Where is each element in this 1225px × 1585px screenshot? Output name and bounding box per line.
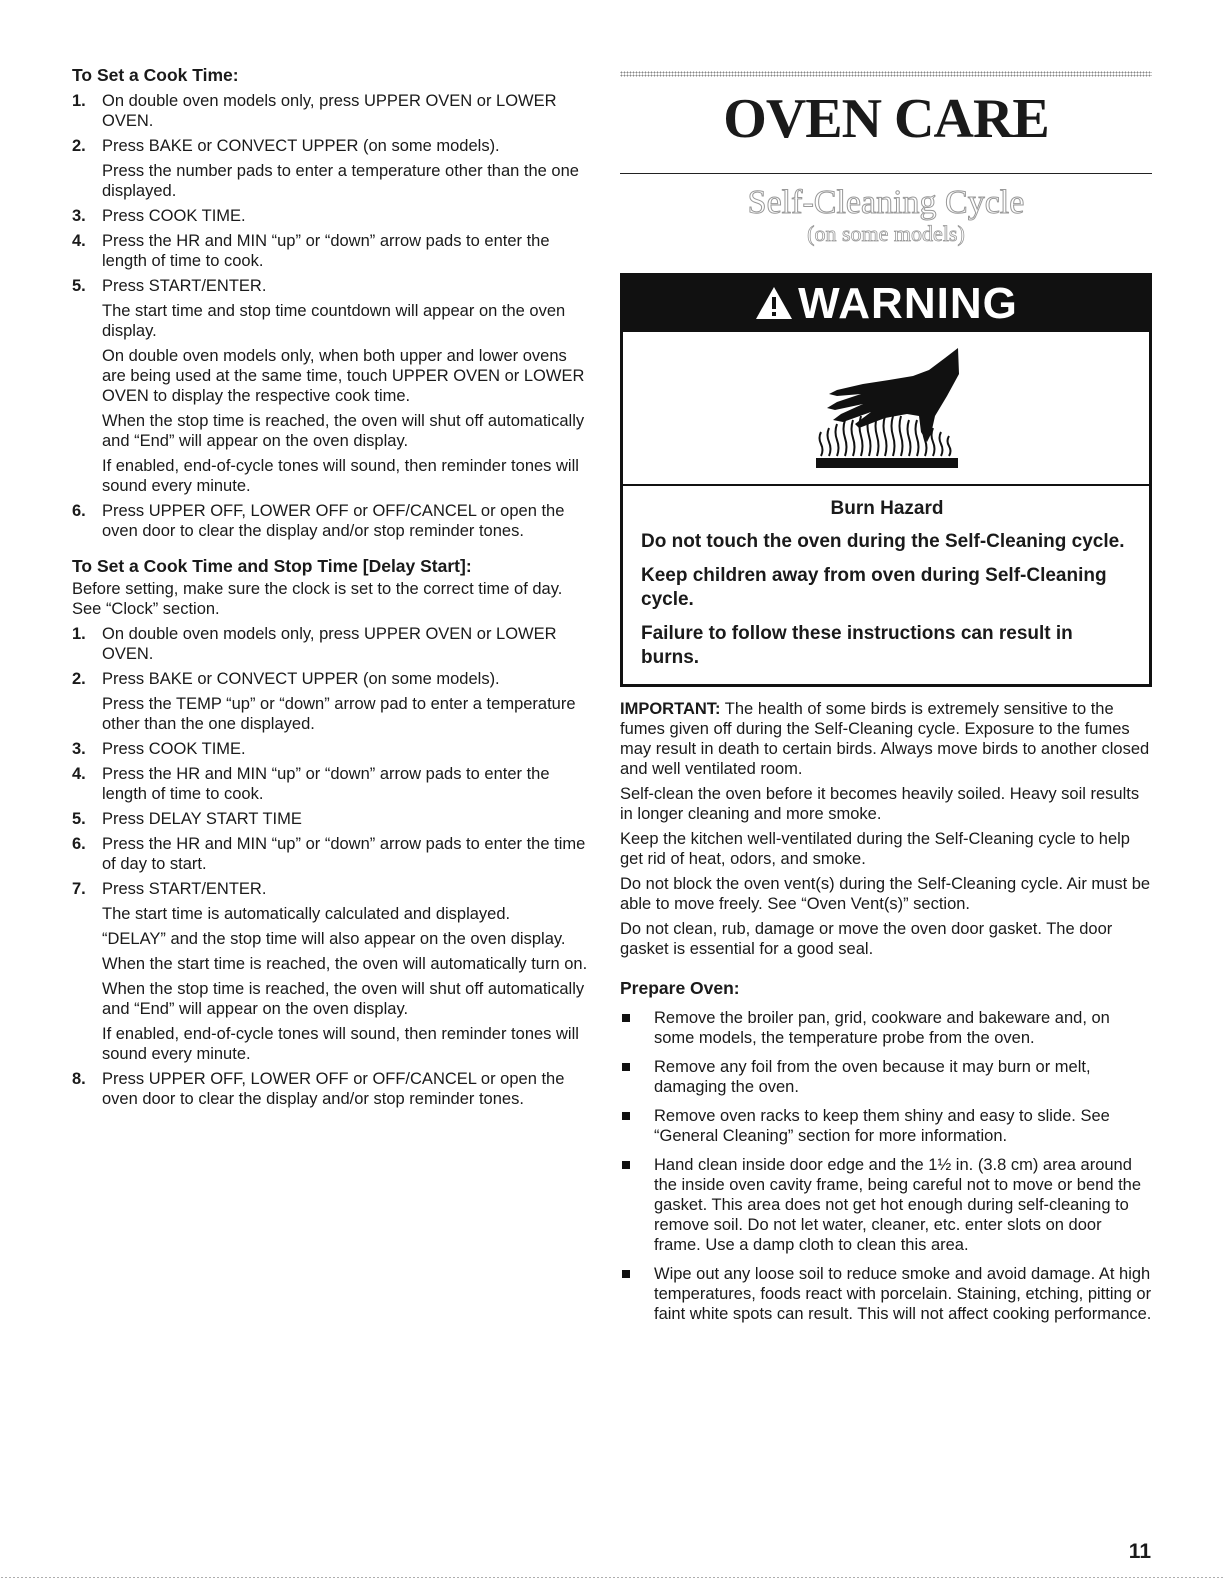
- important-text: The health of some birds is extremely sensitive to the fumes given off during the Self-Cleaning cycle. Exposure to the fumes may result in death to certain birds. Always move birds to another closed and well ventilated room.: [620, 700, 1150, 778]
- step-text: Press UPPER OFF, LOWER OFF or OFF/CANCEL or open the oven door to clear the display and/or stop reminder tones.: [102, 502, 565, 540]
- step-item: [72, 879, 592, 899]
- list-item: [620, 1106, 1152, 1146]
- step-item: [72, 624, 592, 664]
- prepare-oven-list: [620, 1008, 1152, 1324]
- step-text: Press UPPER OFF, LOWER OFF or OFF/CANCEL or open the oven door to clear the display and/or stop reminder tones.: [102, 1070, 565, 1108]
- step-item: [72, 764, 592, 804]
- body-paragraph: Self-clean the oven before it becomes heavily soiled. Heavy soil results in longer cleaning and more smoke.: [620, 785, 1140, 823]
- step-item: [72, 231, 592, 271]
- list-item: [620, 1008, 1152, 1048]
- step-number: 1.: [72, 92, 86, 110]
- step-text: Press BAKE or CONVECT UPPER (on some models).: [102, 670, 500, 688]
- step-note: When the start time is reached, the oven will automatically turn on.: [102, 955, 588, 973]
- warning-header-text: WARNING: [798, 279, 1018, 328]
- delay-start-heading: To Set a Cook Time and Stop Time [Delay Start]:: [72, 556, 472, 576]
- step-item: [72, 136, 592, 156]
- list-item: [620, 1264, 1152, 1324]
- warning-box: [620, 273, 1152, 687]
- step-item: [72, 206, 592, 226]
- warning-line: Failure to follow these instructions can result in burns.: [641, 623, 1073, 668]
- page-number: 11: [1128, 1540, 1151, 1563]
- step-text: Press the HR and MIN “up” or “down” arrow pads to enter the length of time to cook.: [102, 232, 550, 270]
- step-item: [72, 739, 592, 759]
- body-paragraph: Do not clean, rub, damage or move the oven door gasket. The door gasket is essential for a good seal.: [620, 920, 1113, 958]
- step-note: Press the number pads to enter a temperature other than the one displayed.: [102, 162, 579, 200]
- list-item-text: Remove any foil from the oven because it may burn or melt, damaging the oven.: [654, 1058, 1091, 1096]
- burn-hazard-illustration: [623, 332, 1149, 486]
- warning-header: [623, 276, 1149, 332]
- step-number: 1.: [72, 625, 86, 643]
- body-paragraph: Do not block the oven vent(s) during the Self-Cleaning cycle. Air must be able to move freely. See “Oven Vent(s)” section.: [620, 875, 1151, 913]
- step-item: [72, 1069, 592, 1109]
- right-column: [620, 64, 1152, 1324]
- warning-triangle-icon: [754, 285, 794, 321]
- step-number: 6.: [72, 835, 86, 853]
- step-number: 4.: [72, 765, 86, 783]
- step-text: On double oven models only, press UPPER OVEN or LOWER OVEN.: [102, 625, 557, 663]
- hot-surface-hand-icon: [623, 332, 1155, 484]
- step-text: Press COOK TIME.: [102, 740, 246, 758]
- step-text: Press START/ENTER.: [102, 880, 267, 898]
- bullet-icon: [622, 1112, 630, 1120]
- delay-start-intro: Before setting, make sure the clock is set to the correct time of day. See “Clock” section.: [72, 580, 563, 618]
- step-text: Press START/ENTER.: [102, 277, 267, 295]
- page-title: OVEN CARE: [723, 88, 1049, 150]
- bottom-dotted-rule: [0, 1576, 1225, 1579]
- list-item-text: Remove oven racks to keep them shiny and easy to slide. See “General Cleaning” section for more information.: [654, 1107, 1110, 1145]
- list-item-text: Hand clean inside door edge and the 1½ in. (3.8 cm) area around the inside oven cavity frame, being careful not to move or bend the gasket. This area does not get hot enough during self-cleaning to remove soil. Do not let water, cleaner, etc. enter slots on door frame. Use a damp cloth to clean this area.: [654, 1156, 1142, 1254]
- left-column: [72, 64, 592, 1109]
- step-note: The start time and stop time countdown will appear on the oven display.: [102, 302, 566, 340]
- important-label: IMPORTANT:: [620, 700, 721, 718]
- step-item: [72, 91, 592, 131]
- warning-line: Do not touch the oven during the Self-Cleaning cycle.: [641, 531, 1125, 552]
- bullet-icon: [622, 1063, 630, 1071]
- title-rule: [620, 173, 1152, 174]
- step-note: “DELAY” and the stop time will also appear on the oven display.: [102, 930, 566, 948]
- bullet-icon: [622, 1014, 630, 1022]
- bullet-icon: [622, 1270, 630, 1278]
- step-text: Press DELAY START TIME: [102, 810, 302, 828]
- step-item: [72, 501, 592, 541]
- step-number: 7.: [72, 880, 86, 898]
- step-text: Press BAKE or CONVECT UPPER (on some models).: [102, 137, 500, 155]
- step-note: The start time is automatically calculated and displayed.: [102, 905, 511, 923]
- delay-start-steps: [72, 624, 592, 1109]
- cook-time-steps: [72, 91, 592, 541]
- step-note: On double oven models only, when both upper and lower ovens are being used at the same time, touch UPPER OVEN or LOWER OVEN to display the respective cook time.: [102, 347, 585, 405]
- step-number: 5.: [72, 277, 86, 295]
- list-item-text: Wipe out any loose soil to reduce smoke and avoid damage. At high temperatures, foods react with porcelain. Staining, etching, pitting or faint white spots can result. This will not affect cooking performance.: [654, 1265, 1152, 1323]
- step-note: When the stop time is reached, the oven will shut off automatically and “End” will appear on the oven display.: [102, 412, 585, 450]
- cook-time-heading: To Set a Cook Time:: [72, 65, 239, 85]
- step-text: On double oven models only, press UPPER OVEN or LOWER OVEN.: [102, 92, 557, 130]
- top-dotted-rule: [620, 71, 1152, 77]
- body-paragraph: Keep the kitchen well-ventilated during the Self-Cleaning cycle to help get rid of heat, odors, and smoke.: [620, 830, 1130, 868]
- list-item: [620, 1057, 1152, 1097]
- step-number: 3.: [72, 740, 86, 758]
- step-item: [72, 276, 592, 296]
- prepare-oven-heading: Prepare Oven:: [620, 978, 740, 998]
- bullet-icon: [622, 1161, 630, 1169]
- step-number: 5.: [72, 810, 86, 828]
- step-item: [72, 809, 592, 829]
- step-item: [72, 669, 592, 689]
- step-number: 6.: [72, 502, 86, 520]
- important-paragraph: [620, 699, 1152, 779]
- step-text: Press COOK TIME.: [102, 207, 246, 225]
- hazard-title: Burn Hazard: [830, 498, 944, 519]
- step-number: 2.: [72, 137, 86, 155]
- step-number: 4.: [72, 232, 86, 250]
- step-note: Press the TEMP “up” or “down” arrow pad to enter a temperature other than the one displayed.: [102, 695, 576, 733]
- section-subtitle: Self-Cleaning Cycle: [747, 184, 1025, 221]
- list-item: [620, 1155, 1152, 1255]
- step-number: 2.: [72, 670, 86, 688]
- section-subtitle-note: (on some models): [807, 221, 965, 246]
- step-text: Press the HR and MIN “up” or “down” arrow pads to enter the length of time to cook.: [102, 765, 550, 803]
- step-text: Press the HR and MIN “up” or “down” arrow pads to enter the time of day to start.: [102, 835, 586, 873]
- list-item-text: Remove the broiler pan, grid, cookware and bakeware and, on some models, the temperature probe from the oven.: [654, 1009, 1110, 1047]
- warning-text: [623, 486, 1149, 684]
- step-note: When the stop time is reached, the oven will shut off automatically and “End” will appear on the oven display.: [102, 980, 585, 1018]
- step-note: If enabled, end-of-cycle tones will sound, then reminder tones will sound every minute.: [102, 1025, 579, 1063]
- warning-line: Keep children away from oven during Self-Cleaning cycle.: [641, 565, 1107, 610]
- step-item: [72, 834, 592, 874]
- step-number: 8.: [72, 1070, 86, 1088]
- step-note: If enabled, end-of-cycle tones will sound, then reminder tones will sound every minute.: [102, 457, 579, 495]
- step-number: 3.: [72, 207, 86, 225]
